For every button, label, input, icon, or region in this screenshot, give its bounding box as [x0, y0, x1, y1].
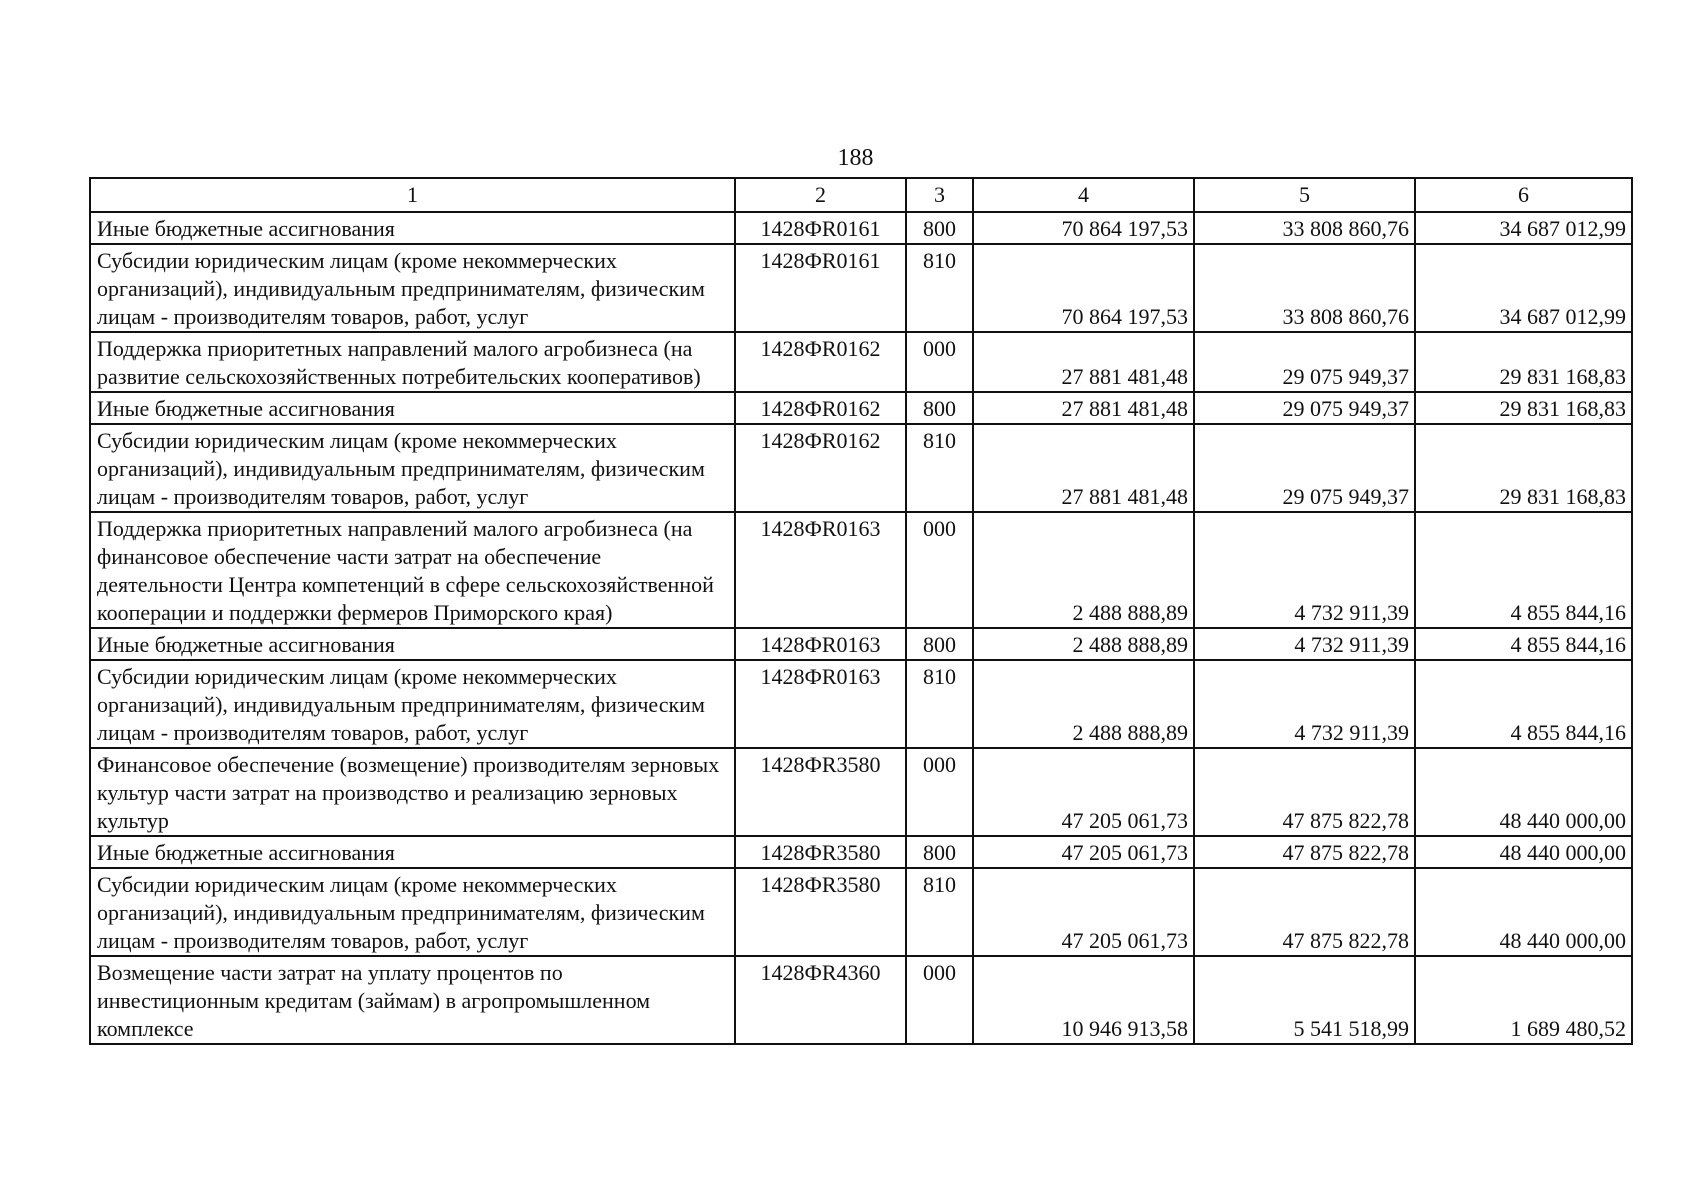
- row-amount-col6: 48 440 000,00: [1415, 868, 1632, 956]
- row-amount-col4: 47 205 061,73: [973, 868, 1194, 956]
- row-amount-col4: 70 864 197,53: [973, 212, 1194, 244]
- header-col-4: 4: [973, 178, 1194, 212]
- row-amount-col5: 4 732 911,39: [1194, 512, 1415, 628]
- row-name: Возмещение части затрат на уплату процентов по инвестиционным кредитам (займам) в агропромышленном комплексе: [90, 956, 735, 1044]
- row-amount-col5: 33 808 860,76: [1194, 244, 1415, 332]
- row-target-code: 1428ФR3580: [735, 868, 906, 956]
- row-name: Субсидии юридическим лицам (кроме некоммерческих организаций), индивидуальным предпринимателям, физическим лицам - производителям товаров, работ, услуг: [90, 868, 735, 956]
- row-expense-type: 810: [906, 424, 973, 512]
- row-amount-col4: 2 488 888,89: [973, 628, 1194, 660]
- row-amount-col6: 34 687 012,99: [1415, 244, 1632, 332]
- row-amount-col6: 48 440 000,00: [1415, 748, 1632, 836]
- row-amount-col6: 1 689 480,52: [1415, 956, 1632, 1044]
- row-amount-col4: 27 881 481,48: [973, 332, 1194, 392]
- table-row: [90, 512, 1632, 628]
- row-amount-col6: 4 855 844,16: [1415, 628, 1632, 660]
- row-name: Иные бюджетные ассигнования: [90, 392, 735, 424]
- row-target-code: 1428ФR0161: [735, 244, 906, 332]
- row-amount-col5: 4 732 911,39: [1194, 660, 1415, 748]
- table-row: [90, 424, 1632, 512]
- row-target-code: 1428ФR0163: [735, 660, 906, 748]
- header-col-5: 5: [1194, 178, 1415, 212]
- row-amount-col4: 27 881 481,48: [973, 424, 1194, 512]
- row-amount-col6: 48 440 000,00: [1415, 836, 1632, 868]
- row-amount-col6: 4 855 844,16: [1415, 660, 1632, 748]
- row-expense-type: 800: [906, 628, 973, 660]
- row-expense-type: 000: [906, 956, 973, 1044]
- row-target-code: 1428ФR0161: [735, 212, 906, 244]
- table-row: [90, 392, 1632, 424]
- header-col-6: 6: [1415, 178, 1632, 212]
- row-expense-type: 800: [906, 836, 973, 868]
- row-target-code: 1428ФR0162: [735, 424, 906, 512]
- row-amount-col5: 47 875 822,78: [1194, 748, 1415, 836]
- row-expense-type: 800: [906, 212, 973, 244]
- table-row: [90, 332, 1632, 392]
- row-amount-col5: 29 075 949,37: [1194, 392, 1415, 424]
- row-expense-type: 810: [906, 660, 973, 748]
- row-name: Поддержка приоритетных направлений малого агробизнеса (на развитие сельскохозяйственных потребительских кооперативов): [90, 332, 735, 392]
- row-amount-col6: 4 855 844,16: [1415, 512, 1632, 628]
- table-row: [90, 836, 1632, 868]
- table-header-row: [90, 178, 1632, 212]
- row-amount-col6: 29 831 168,83: [1415, 424, 1632, 512]
- row-amount-col4: 47 205 061,73: [973, 748, 1194, 836]
- row-expense-type: 800: [906, 392, 973, 424]
- row-target-code: 1428ФR0163: [735, 512, 906, 628]
- row-amount-col4: 2 488 888,89: [973, 512, 1194, 628]
- row-target-code: 1428ФR3580: [735, 748, 906, 836]
- table-row: [90, 748, 1632, 836]
- table-row: [90, 956, 1632, 1044]
- row-amount-col5: 4 732 911,39: [1194, 628, 1415, 660]
- row-amount-col4: 27 881 481,48: [973, 392, 1194, 424]
- row-amount-col6: 29 831 168,83: [1415, 392, 1632, 424]
- row-amount-col5: 33 808 860,76: [1194, 212, 1415, 244]
- row-name: Иные бюджетные ассигнования: [90, 628, 735, 660]
- header-col-2: 2: [735, 178, 906, 212]
- row-target-code: 1428ФR0162: [735, 332, 906, 392]
- table-row: [90, 660, 1632, 748]
- row-name: Иные бюджетные ассигнования: [90, 212, 735, 244]
- row-amount-col4: 47 205 061,73: [973, 836, 1194, 868]
- header-col-1: 1: [90, 178, 735, 212]
- row-expense-type: 000: [906, 332, 973, 392]
- row-amount-col4: 70 864 197,53: [973, 244, 1194, 332]
- row-name: Поддержка приоритетных направлений малого агробизнеса (на финансовое обеспечение части затрат на обеспечение деятельности Центра компетенций в сфере сельскохозяйственной кооперации и поддержки фермеров Приморского края): [90, 512, 735, 628]
- row-amount-col5: 29 075 949,37: [1194, 424, 1415, 512]
- row-name: Иные бюджетные ассигнования: [90, 836, 735, 868]
- row-amount-col5: 47 875 822,78: [1194, 836, 1415, 868]
- budget-table: [89, 177, 1633, 1045]
- row-target-code: 1428ФR3580: [735, 836, 906, 868]
- row-target-code: 1428ФR0162: [735, 392, 906, 424]
- table-row: [90, 868, 1632, 956]
- row-expense-type: 000: [906, 748, 973, 836]
- row-amount-col5: 47 875 822,78: [1194, 868, 1415, 956]
- row-target-code: 1428ФR4360: [735, 956, 906, 1044]
- table-row: [90, 212, 1632, 244]
- row-expense-type: 810: [906, 244, 973, 332]
- row-target-code: 1428ФR0163: [735, 628, 906, 660]
- row-amount-col4: 2 488 888,89: [973, 660, 1194, 748]
- row-amount-col5: 5 541 518,99: [1194, 956, 1415, 1044]
- row-name: Субсидии юридическим лицам (кроме некоммерческих организаций), индивидуальным предпринимателям, физическим лицам - производителям товаров, работ, услуг: [90, 244, 735, 332]
- table-row: [90, 244, 1632, 332]
- row-amount-col6: 29 831 168,83: [1415, 332, 1632, 392]
- row-name: Субсидии юридическим лицам (кроме некоммерческих организаций), индивидуальным предпринимателям, физическим лицам - производителям товаров, работ, услуг: [90, 424, 735, 512]
- row-amount-col4: 10 946 913,58: [973, 956, 1194, 1044]
- row-expense-type: 000: [906, 512, 973, 628]
- row-amount-col6: 34 687 012,99: [1415, 212, 1632, 244]
- header-col-3: 3: [906, 178, 973, 212]
- page-number: 188: [837, 145, 874, 171]
- row-amount-col5: 29 075 949,37: [1194, 332, 1415, 392]
- row-expense-type: 810: [906, 868, 973, 956]
- table-row: [90, 628, 1632, 660]
- row-name: Субсидии юридическим лицам (кроме некоммерческих организаций), индивидуальным предпринимателям, физическим лицам - производителям товаров, работ, услуг: [90, 660, 735, 748]
- row-name: Финансовое обеспечение (возмещение) производителям зерновых культур части затрат на производство и реализацию зерновых культур: [90, 748, 735, 836]
